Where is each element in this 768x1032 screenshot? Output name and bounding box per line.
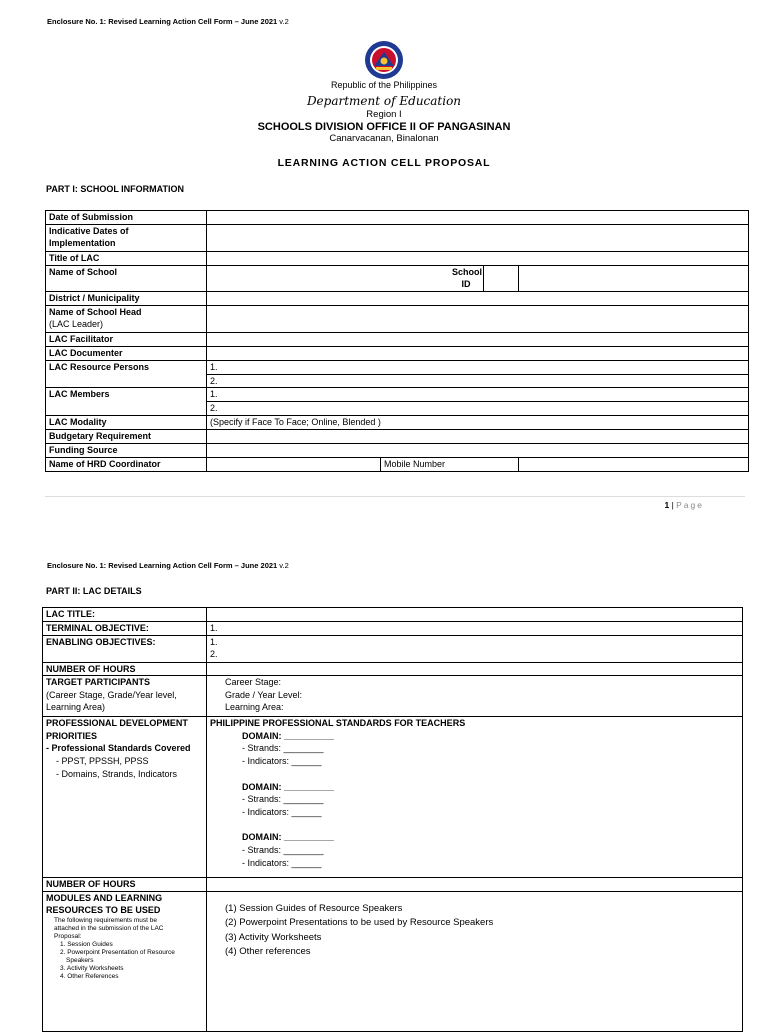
strands-3: - Strands: ________ <box>242 844 324 855</box>
label-terminal-objective: TERMINAL OBJECTIVE: <box>43 621 207 635</box>
hrd-coordinator-field[interactable] <box>207 457 381 471</box>
part1-title: PART I: SCHOOL INFORMATION <box>46 184 184 194</box>
label-lac-members: LAC Members <box>46 388 207 416</box>
label-district: District / Municipality <box>46 291 207 305</box>
title-lac-field[interactable] <box>207 251 749 265</box>
label-school-id: School ID <box>484 265 519 291</box>
enabling-objectives-field[interactable]: 1. 2. <box>207 635 743 662</box>
label-number-hours: NUMBER OF HOURS <box>43 662 207 676</box>
school-info-table <box>45 210 749 472</box>
funding-field[interactable] <box>207 443 749 457</box>
school-id-field[interactable] <box>519 265 749 291</box>
member-1-field[interactable]: 1. <box>207 388 749 402</box>
resource-person-2-field[interactable]: 2. <box>207 374 749 388</box>
documenter-field[interactable] <box>207 346 749 360</box>
facilitator-field[interactable] <box>207 332 749 346</box>
mobile-number-field[interactable] <box>519 457 749 471</box>
label-funding: Funding Source <box>46 443 207 457</box>
label-facilitator: LAC Facilitator <box>46 332 207 346</box>
school-name-field[interactable] <box>207 265 484 291</box>
indicators-2: - Indicators: ______ <box>242 806 322 817</box>
pd-standards-field[interactable] <box>207 717 743 878</box>
number-hours-field[interactable] <box>207 662 743 676</box>
domain-2: DOMAIN: __________ <box>242 781 335 792</box>
label-hrd-coordinator: Name of HRD Coordinator <box>46 457 207 471</box>
enclosure-note-2: Enclosure No. 1: Revised Learning Action Cell Form – June 2021 v.2 <box>47 561 289 570</box>
label-lac-title: LAC TITLE: <box>43 608 207 622</box>
header-location: Canarvacanan, Binalonan <box>329 133 439 144</box>
number-hours-2-field[interactable] <box>207 878 743 892</box>
indicators-3: - Indicators: ______ <box>242 857 322 868</box>
label-budget: Budgetary Requirement <box>46 429 207 443</box>
header-office: SCHOOLS DIVISION OFFICE II OF PANGASINAN <box>257 121 511 133</box>
district-field[interactable] <box>207 291 749 305</box>
domain-1: DOMAIN: __________ <box>242 730 335 741</box>
member-2-field[interactable]: 2. <box>207 402 749 416</box>
label-date-submission: Date of Submission <box>46 211 207 225</box>
header-region: Region I <box>366 109 402 120</box>
label-title-lac: Title of LAC <box>46 251 207 265</box>
label-target-participants: TARGET PARTICIPANTS (Career Stage, Grade/Year level, Learning Area) <box>43 676 207 717</box>
label-mobile-number: Mobile Number <box>381 457 519 471</box>
ppst-heading: PHILIPPINE PROFESSIONAL STANDARDS FOR TEACHERS <box>210 718 466 729</box>
page-number: 1 | Page <box>664 500 704 510</box>
target-participants-field[interactable]: Career Stage: Grade / Year Level: Learning Area: <box>207 676 743 717</box>
page-divider <box>45 496 745 497</box>
header-republic: Republic of the Philippines <box>330 80 438 90</box>
label-indicative-dates: Indicative Dates of Implementation <box>46 224 207 251</box>
label-documenter: LAC Documenter <box>46 346 207 360</box>
label-school-name: Name of School <box>46 265 207 291</box>
label-modules-resources: MODULES AND LEARNING RESOURCES TO BE USED The following requirements must be attached in the submission of the LAC Proposal: 1. Session Guides 2. Powerpoint Presentation of Resource Speakers 3. Activity Worksheets 4. Other References <box>43 891 207 1031</box>
label-school-head: Name of School Head (LAC Leader) <box>46 305 207 332</box>
header-department: Department of Education <box>306 94 462 108</box>
deped-seal-logo <box>364 40 404 80</box>
school-head-field[interactable] <box>207 305 749 332</box>
label-enabling-objectives: ENABLING OBJECTIVES: <box>43 635 207 662</box>
modality-field[interactable]: (Specify if Face To Face; Online, Blended ) <box>207 415 749 429</box>
date-submission-field[interactable] <box>207 211 749 225</box>
lac-title-field[interactable] <box>207 608 743 622</box>
terminal-objective-field[interactable]: 1. <box>207 621 743 635</box>
indicative-dates-field[interactable] <box>207 224 749 251</box>
modules-resources-field[interactable]: (1) Session Guides of Resource Speakers (2) Powerpoint Presentations to be used by Resource Speakers (3) Activity Worksheets (4) Other references <box>207 891 743 1031</box>
label-modality: LAC Modality <box>46 415 207 429</box>
form-title: LEARNING ACTION CELL PROPOSAL <box>277 157 491 169</box>
label-pd-priorities: PROFESSIONAL DEVELOPMENT PRIORITIES - Professional Standards Covered - PPST, PPSSH, PPSS - Domains, Strands, Indicators <box>43 717 207 878</box>
strands-2: - Strands: ________ <box>242 794 324 805</box>
label-number-hours-2: NUMBER OF HOURS <box>43 878 207 892</box>
budget-field[interactable] <box>207 429 749 443</box>
strands-1: - Strands: ________ <box>242 743 324 754</box>
domain-3: DOMAIN: __________ <box>242 832 335 843</box>
resource-person-1-field[interactable]: 1. <box>207 360 749 374</box>
label-resource-persons: LAC Resource Persons <box>46 360 207 388</box>
lac-details-table <box>42 607 743 1032</box>
enclosure-note: Enclosure No. 1: Revised Learning Action Cell Form – June 2021 v.2 <box>47 17 289 26</box>
part2-title: PART II: LAC DETAILS <box>46 586 142 596</box>
indicators-1: - Indicators: ______ <box>242 755 322 766</box>
